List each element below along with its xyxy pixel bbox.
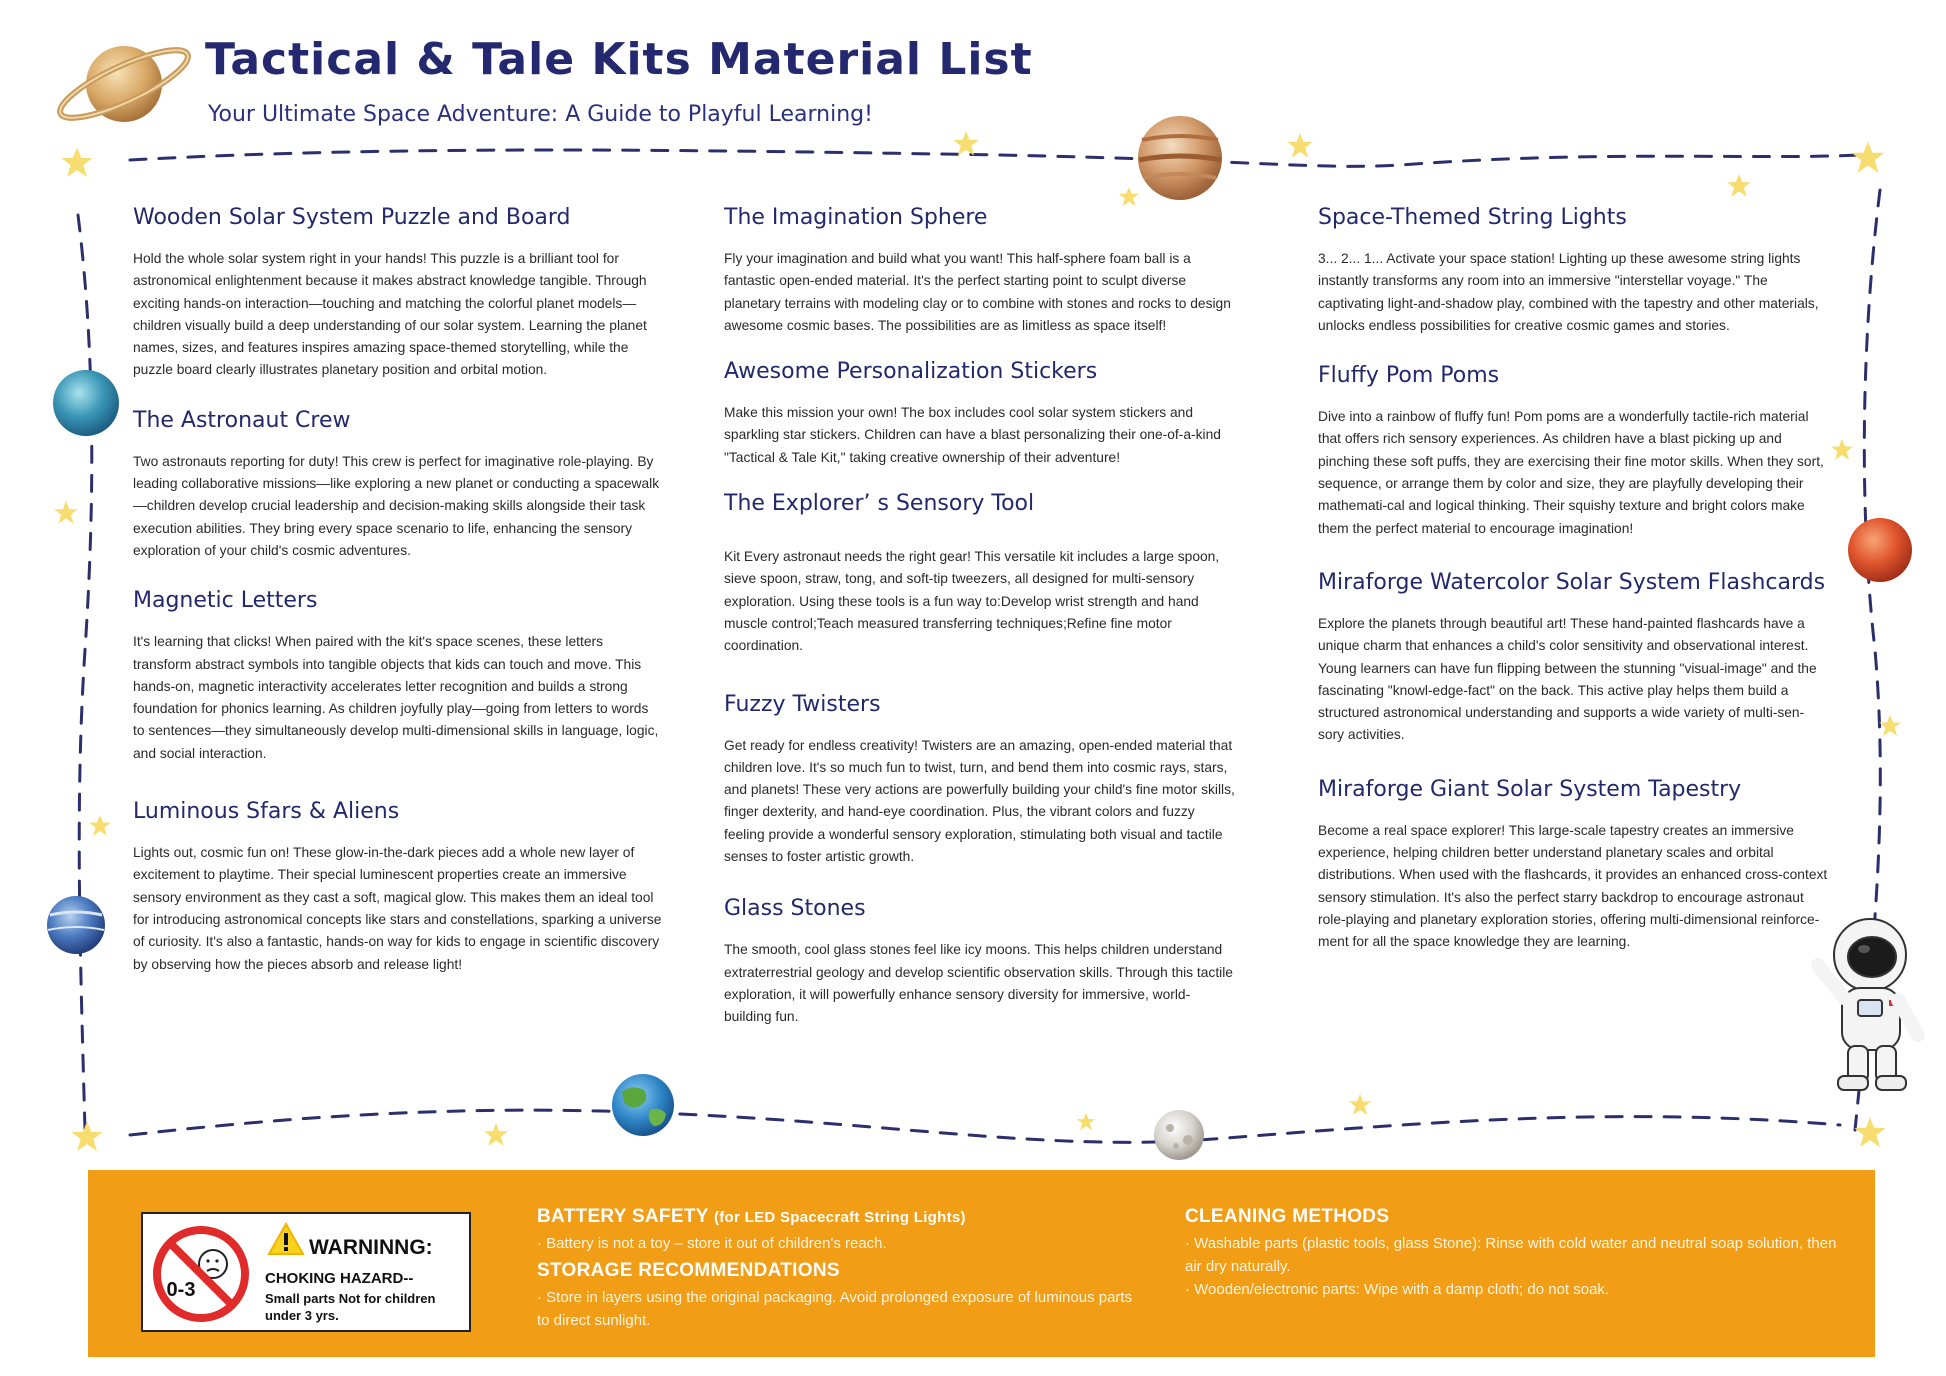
cleaning-title: CLEANING METHODS (1185, 1206, 1390, 1227)
earth-icon (612, 1074, 674, 1136)
section-body: Lights out, cosmic fun on! These glow-in-the-dark pieces add a whole new layer of excitement to playtime. Their special luminescent properties create an immersive sensory environment as they cast a soft, magical glow. This makes them an ideal tool for introducing astronomical concepts like stars and constellations, sparking a universe of curiosity. It's also a fantastic, hands-on way for kids to engage in scientific discovery by observing how the pieces absorb and release light! (133, 845, 662, 972)
section-title: Miraforge Watercolor Solar System Flashcards (1318, 569, 1826, 595)
section-body: Make this mission your own! The box includes cool solar system stickers and sparkling star stickers. Children can have a blast personalizing their one-of-a-kind "Tactical & Tale Kit," taking creative ownership of their adventure! (724, 405, 1221, 465)
materials-column-3 (1318, 205, 1828, 978)
section-body: Explore the planets through beautiful art! These hand-painted flashcards have a unique charm that enhances a child's color sensitivity and observational interest. Young learners can have fun flipping between the stunning "visual-image" and the fascinating "knowl-edge-fact" on the back. This active play helps them build a structured astronomical understanding and supports a wide variety of multi-sen-sory activities. (1318, 615, 1817, 743)
material-section (133, 799, 663, 976)
section-body: 3... 2... 1... Activate your space station! Lighting up these awesome string lights instantly transforms any room into an immersive "interstellar voyage." The captivating light-and-shadow play, combined with the tapestry and other materials, unlocks endless possibilities for creative cosmic games and stories. (1318, 251, 1819, 333)
material-section (133, 205, 663, 382)
section-body: Get ready for endless creativity! Twisters are an amazing, open-ended material that children love. It's so much fun to twist, turn, and bend them into cosmic rays, stars, and planets! These very actions are powerfully building your child's fine motor skills, finger dexterity, and hand-eye coordination. Plus, the vibrant colors and fuzzy feeling provide a wonderful sensory exploration, stimulating both visual and tactile senses to foster artistic growth. (724, 737, 1235, 865)
saturn-icon (53, 38, 195, 130)
warning-triangle-icon (267, 1222, 305, 1256)
section-title: Fuzzy Twisters (724, 691, 881, 717)
page-title: Tactical & Tale Kits Material List (205, 34, 1033, 85)
section-title: Glass Stones (724, 896, 866, 922)
section-title: The Astronaut Crew (133, 407, 351, 433)
mars-icon (1848, 518, 1912, 582)
section-title: Awesome Personalization Stickers (724, 359, 1098, 385)
battery-safety-note: (for LED Spacecraft String Lights) (713, 1209, 966, 1226)
section-body: The smooth, cool glass stones feel like icy moons. This helps children understand extraterrestrial geology and develop scientific observation skills. Through this tactile exploration, it will powerfully enhance sensory diversity for immersive, world-building fun. (724, 942, 1233, 1025)
storage-title: STORAGE RECOMMENDATIONS (537, 1260, 840, 1281)
page-subtitle: Your Ultimate Space Adventure: A Guide to Playful Learning! (208, 102, 873, 127)
section-body: Kit Every astronaut needs the right gear! This versatile kit includes a large spoon, sieve spoon, straw, tong, and soft-tip tweezers, all designed for multi-sensory exploration. Using these tools is a fun way to:Develop wrist strength and hand muscle control;Teach measured transferring techniques;Refine fine motor coordination. (724, 549, 1220, 654)
neptune-icon (53, 370, 119, 436)
section-body: Hold the whole solar system right in your hands! This puzzle is a brilliant tool for astronomical enlightenment because it makes abstract knowledge tangible. Through exciting hands-on interaction—touching and matching the colorful planet models—children visually build a deep understanding of our solar system. Learning the planet names, sizes, and features inspires amazing space-themed storytelling, while the puzzle board clearly illustrates planetary position and orbital motion. (133, 251, 647, 378)
safety-info-band (88, 1170, 1875, 1357)
cleaning-block (1185, 1206, 1845, 1301)
material-section (133, 588, 663, 765)
warning-title: WARNINNG: (309, 1236, 433, 1259)
material-section (724, 359, 1236, 469)
battery-safety-title (537, 1206, 1157, 1228)
section-title: The Imagination Sphere (724, 205, 988, 230)
choking-warning-box (141, 1212, 471, 1332)
astronaut-icon (1818, 919, 1918, 1090)
cleaning-text-1: · Washable parts (plastic tools, glass Stone): Rinse with cold water and neutral soap solution, then air dry naturally. (1185, 1235, 1837, 1275)
section-body: Become a real space explorer! This large-scale tapestry creates an immersive experience, helping children better understand planetary scales and orbital distributions. When used with the flashcards, it provides an enhanced cross-context sensory stimulation. It's also the perfect starry backdrop to encourage astronaut role-playing and planetary exploration stories, offering multi-dimensional reinforce-ment for all the space knowledge they are learning. (1318, 822, 1828, 950)
material-section (1318, 777, 1828, 954)
section-body: Fly your imagination and build what you want! This half-sphere foam ball is a fantastic open-ended material. It's the perfect starting point to sculpt diverse planetary terrains with modeling clay or to combine with stones and rocks to design awesome cosmic bases. The possibilities are as limitless as space itself! (724, 251, 1231, 333)
section-title: Luminous Sfars & Aliens (133, 799, 400, 825)
section-title: The Explorer’ s Sensory Tool (724, 491, 1035, 517)
material-section (724, 692, 1236, 869)
material-section (1318, 570, 1828, 747)
battery-safety-text: · Battery is not a toy – store it out of children's reach. (537, 1235, 887, 1252)
section-title: Miraforge Giant Solar System Tapestry (1318, 776, 1742, 802)
moon-icon (1154, 1110, 1204, 1160)
materials-column-1 (133, 205, 663, 1000)
material-section (724, 491, 1236, 657)
material-section (724, 205, 1236, 337)
material-section (1318, 205, 1828, 337)
age-label: 0-3 (166, 1279, 196, 1301)
section-title: Fluffy Pom Poms (1318, 363, 1500, 389)
no-under-3-icon (151, 1224, 251, 1324)
material-section (133, 408, 663, 562)
section-body: Dive into a rainbow of fluffy fun! Pom poms are a wonderfully tactile-rich material that offers rich sensory experiences. As children have a blast picking up and pinching these soft puffs, they are exercising their fine motor skills. When they sort, sequence, or arrange them by color and size, they are playfully developing their mathemati-cal and logical thinking. Their squishy texture and bright colors make them the perfect material to encourage imagination! (1318, 409, 1824, 536)
warning-hazard: CHOKING HAZARD-- (265, 1270, 414, 1287)
section-title: Wooden Solar System Puzzle and Board (133, 205, 571, 230)
battery-safety-block (537, 1206, 1157, 1255)
section-body: Two astronauts reporting for duty! This crew is perfect for imaginative role-playing. By leading collaborative missions—like exploring a new planet or conducting a spacewalk—children develop crucial leadership and decision-making skills alongside their task execution abilities. They bring every space scenario to life, enhancing the sensory exploration of your child's cosmic adventures. (133, 453, 660, 558)
section-title: Magnetic Letters (133, 588, 318, 614)
section-title: Space-Themed String Lights (1318, 205, 1627, 230)
cleaning-text-2: · Wooden/electronic parts: Wipe with a damp cloth; do not soak. (1185, 1281, 1610, 1298)
storage-block (537, 1260, 1137, 1332)
storage-text: · Store in layers using the original packaging. Avoid prolonged exposure of luminous parts to direct sunlight. (537, 1289, 1133, 1329)
material-section (724, 896, 1236, 1028)
section-body: It's learning that clicks! When paired with the kit's space scenes, these letters transform abstract symbols into tangible objects that kids can touch and move. This hands-on, magnetic interactivity accelerates letter recognition and builds a strong foundation for phonics learning. As children joyfully play—going from letters to words to sentences—they simultaneously develop multi-dimensional skills in language, logic, and social interaction. (133, 634, 659, 761)
battery-safety-label: BATTERY SAFETY (537, 1206, 709, 1227)
material-section (1318, 363, 1828, 540)
jupiter-icon (1138, 116, 1222, 200)
materials-column-2 (724, 205, 1236, 1053)
warning-detail: Small parts Not for children under 3 yrs. (265, 1291, 436, 1323)
blue-planet-icon (47, 896, 105, 954)
